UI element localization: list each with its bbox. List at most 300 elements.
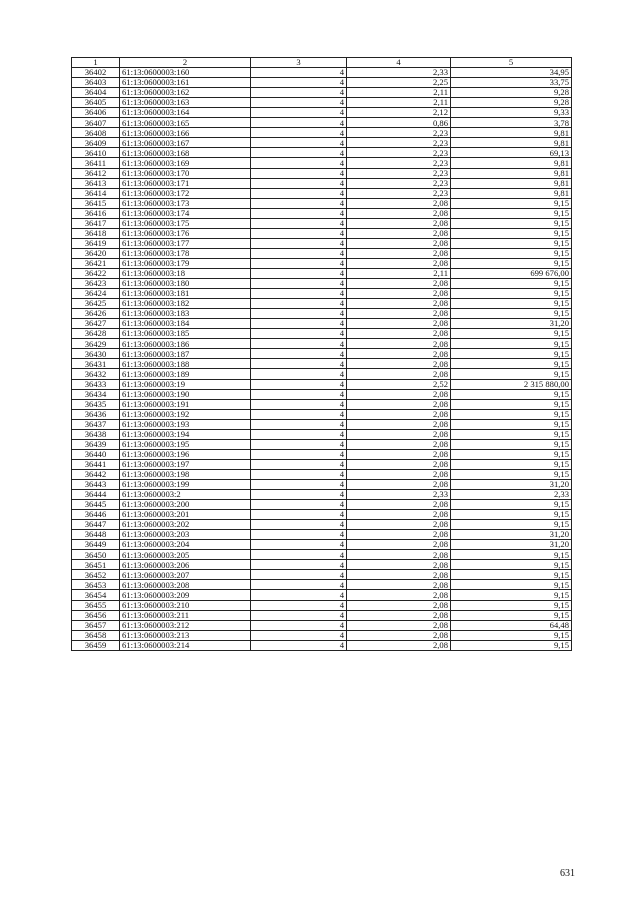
row-number-cell: 36439 — [72, 439, 120, 449]
cadastral-number-cell: 61:13:0600003:172 — [120, 188, 251, 198]
row-number-cell: 36458 — [72, 630, 120, 640]
col3-cell: 4 — [251, 409, 347, 419]
col4-cell: 2,08 — [347, 299, 451, 309]
page-number: 631 — [560, 868, 575, 879]
col3-cell: 4 — [251, 279, 347, 289]
cadastral-number-cell: 61:13:0600003:213 — [120, 630, 251, 640]
row-number-cell: 36406 — [72, 108, 120, 118]
column-header-1: 1 — [72, 58, 120, 68]
col3-cell: 4 — [251, 630, 347, 640]
row-number-cell: 36421 — [72, 258, 120, 268]
row-number-cell: 36450 — [72, 550, 120, 560]
col4-cell: 2,08 — [347, 520, 451, 530]
col4-cell: 2,23 — [347, 128, 451, 138]
col5-cell: 9,15 — [451, 419, 572, 429]
table-row — [72, 630, 572, 640]
row-number-cell: 36423 — [72, 279, 120, 289]
col4-cell: 2,23 — [347, 148, 451, 158]
cadastral-number-cell: 61:13:0600003:178 — [120, 248, 251, 258]
table-row — [72, 168, 572, 178]
cadastral-number-cell: 61:13:0600003:190 — [120, 389, 251, 399]
col5-cell: 9,15 — [451, 409, 572, 419]
row-number-cell: 36432 — [72, 369, 120, 379]
cadastral-number-cell: 61:13:0600003:183 — [120, 309, 251, 319]
table-row — [72, 419, 572, 429]
row-number-cell: 36411 — [72, 158, 120, 168]
col4-cell: 2,08 — [347, 258, 451, 268]
col5-cell: 69,13 — [451, 148, 572, 158]
col3-cell: 4 — [251, 640, 347, 650]
col4-cell: 2,11 — [347, 268, 451, 278]
row-number-cell: 36408 — [72, 128, 120, 138]
cadastral-number-cell: 61:13:0600003:189 — [120, 369, 251, 379]
row-number-cell: 36445 — [72, 500, 120, 510]
col3-cell: 4 — [251, 399, 347, 409]
col4-cell: 2,08 — [347, 479, 451, 489]
row-number-cell: 36405 — [72, 98, 120, 108]
cadastral-number-cell: 61:13:0600003:161 — [120, 78, 251, 88]
col5-cell: 31,20 — [451, 530, 572, 540]
row-number-cell: 36426 — [72, 309, 120, 319]
col3-cell: 4 — [251, 98, 347, 108]
col4-cell: 2,08 — [347, 500, 451, 510]
col5-cell: 699 676,00 — [451, 268, 572, 278]
cadastral-number-cell: 61:13:0600003:214 — [120, 640, 251, 650]
row-number-cell: 36436 — [72, 409, 120, 419]
col3-cell: 4 — [251, 319, 347, 329]
col5-cell: 9,15 — [451, 560, 572, 570]
cadastral-number-cell: 61:13:0600003:192 — [120, 409, 251, 419]
table-row — [72, 349, 572, 359]
col5-cell: 9,81 — [451, 188, 572, 198]
col3-cell: 4 — [251, 580, 347, 590]
row-number-cell: 36435 — [72, 399, 120, 409]
table-row — [72, 369, 572, 379]
cadastral-number-cell: 61:13:0600003:162 — [120, 88, 251, 98]
col4-cell: 2,08 — [347, 600, 451, 610]
col3-cell: 4 — [251, 349, 347, 359]
col4-cell: 2,08 — [347, 369, 451, 379]
col4-cell: 2,08 — [347, 550, 451, 560]
row-number-cell: 36428 — [72, 329, 120, 339]
col3-cell: 4 — [251, 530, 347, 540]
col5-cell: 34,95 — [451, 68, 572, 78]
table-row — [72, 640, 572, 650]
col4-cell: 0,86 — [347, 118, 451, 128]
col3-cell: 4 — [251, 490, 347, 500]
col3-cell: 4 — [251, 500, 347, 510]
row-number-cell: 36415 — [72, 198, 120, 208]
col4-cell: 2,23 — [347, 158, 451, 168]
col3-cell: 4 — [251, 268, 347, 278]
row-number-cell: 36412 — [72, 168, 120, 178]
cadastral-number-cell: 61:13:0600003:171 — [120, 178, 251, 188]
col4-cell: 2,08 — [347, 510, 451, 520]
table-row — [72, 570, 572, 580]
row-number-cell: 36419 — [72, 238, 120, 248]
col3-cell: 4 — [251, 168, 347, 178]
col3-cell: 4 — [251, 258, 347, 268]
table-row — [72, 530, 572, 540]
row-number-cell: 36456 — [72, 610, 120, 620]
table-row — [72, 359, 572, 369]
col5-cell: 9,15 — [451, 389, 572, 399]
col5-cell: 9,15 — [451, 550, 572, 560]
col5-cell: 9,15 — [451, 339, 572, 349]
col5-cell: 9,15 — [451, 439, 572, 449]
table-row — [72, 590, 572, 600]
table-row — [72, 268, 572, 278]
data-table — [71, 57, 572, 651]
col3-cell: 4 — [251, 620, 347, 630]
col4-cell: 2,08 — [347, 540, 451, 550]
col5-cell: 9,15 — [451, 329, 572, 339]
col5-cell: 9,15 — [451, 289, 572, 299]
col5-cell: 9,15 — [451, 449, 572, 459]
cadastral-number-cell: 61:13:0600003:164 — [120, 108, 251, 118]
table-row — [72, 550, 572, 560]
col3-cell: 4 — [251, 510, 347, 520]
col4-cell: 2,08 — [347, 530, 451, 540]
col5-cell: 9,15 — [451, 600, 572, 610]
cadastral-number-cell: 61:13:0600003:197 — [120, 459, 251, 469]
cadastral-number-cell: 61:13:0600003:160 — [120, 68, 251, 78]
table-row — [72, 118, 572, 128]
table-row — [72, 399, 572, 409]
cadastral-number-cell: 61:13:0600003:198 — [120, 469, 251, 479]
cadastral-number-cell: 61:13:0600003:193 — [120, 419, 251, 429]
table-row — [72, 299, 572, 309]
col5-cell: 9,15 — [451, 309, 572, 319]
table-row — [72, 500, 572, 510]
col4-cell: 2,08 — [347, 389, 451, 399]
cadastral-number-cell: 61:13:0600003:165 — [120, 118, 251, 128]
col3-cell: 4 — [251, 590, 347, 600]
column-header-3: 3 — [251, 58, 347, 68]
table-row — [72, 510, 572, 520]
row-number-cell: 36441 — [72, 459, 120, 469]
row-number-cell: 36409 — [72, 138, 120, 148]
column-header-4: 4 — [347, 58, 451, 68]
column-header-5: 5 — [451, 58, 572, 68]
col4-cell: 2,08 — [347, 610, 451, 620]
col5-cell: 9,15 — [451, 500, 572, 510]
col3-cell: 4 — [251, 459, 347, 469]
table-row — [72, 580, 572, 590]
row-number-cell: 36447 — [72, 520, 120, 530]
table-row — [72, 449, 572, 459]
table-row — [72, 610, 572, 620]
row-number-cell: 36451 — [72, 560, 120, 570]
col5-cell: 9,15 — [451, 349, 572, 359]
cadastral-number-cell: 61:13:0600003:175 — [120, 218, 251, 228]
row-number-cell: 36410 — [72, 148, 120, 158]
cadastral-number-cell: 61:13:0600003:188 — [120, 359, 251, 369]
col4-cell: 2,08 — [347, 449, 451, 459]
col3-cell: 4 — [251, 198, 347, 208]
col5-cell: 9,81 — [451, 138, 572, 148]
cadastral-number-cell: 61:13:0600003:176 — [120, 228, 251, 238]
col4-cell: 2,08 — [347, 218, 451, 228]
col4-cell: 2,33 — [347, 68, 451, 78]
table-row — [72, 98, 572, 108]
table-row — [72, 309, 572, 319]
cadastral-number-cell: 61:13:0600003:191 — [120, 399, 251, 409]
col5-cell: 9,15 — [451, 359, 572, 369]
col5-cell: 9,15 — [451, 299, 572, 309]
table-row — [72, 479, 572, 489]
table-row — [72, 188, 572, 198]
col3-cell: 4 — [251, 68, 347, 78]
col3-cell: 4 — [251, 550, 347, 560]
col3-cell: 4 — [251, 610, 347, 620]
row-number-cell: 36417 — [72, 218, 120, 228]
row-number-cell: 36433 — [72, 379, 120, 389]
col5-cell: 9,15 — [451, 630, 572, 640]
row-number-cell: 36446 — [72, 510, 120, 520]
table-header — [72, 58, 572, 68]
col3-cell: 4 — [251, 429, 347, 439]
col3-cell: 4 — [251, 158, 347, 168]
col5-cell: 9,15 — [451, 279, 572, 289]
cadastral-number-cell: 61:13:0600003:199 — [120, 479, 251, 489]
col4-cell: 2,08 — [347, 309, 451, 319]
col5-cell: 9,28 — [451, 88, 572, 98]
cadastral-number-cell: 61:13:0600003:195 — [120, 439, 251, 449]
cadastral-number-cell: 61:13:0600003:170 — [120, 168, 251, 178]
col4-cell: 2,23 — [347, 168, 451, 178]
cadastral-number-cell: 61:13:0600003:179 — [120, 258, 251, 268]
col5-cell: 9,15 — [451, 238, 572, 248]
col3-cell: 4 — [251, 128, 347, 138]
col3-cell: 4 — [251, 78, 347, 88]
col3-cell: 4 — [251, 339, 347, 349]
table-row — [72, 88, 572, 98]
table-row — [72, 490, 572, 500]
cadastral-number-cell: 61:13:0600003:182 — [120, 299, 251, 309]
col4-cell: 2,11 — [347, 98, 451, 108]
col4-cell: 2,08 — [347, 198, 451, 208]
col3-cell: 4 — [251, 118, 347, 128]
col4-cell: 2,08 — [347, 279, 451, 289]
cadastral-number-cell: 61:13:0600003:205 — [120, 550, 251, 560]
row-number-cell: 36444 — [72, 490, 120, 500]
col3-cell: 4 — [251, 439, 347, 449]
col5-cell: 31,20 — [451, 479, 572, 489]
table-row — [72, 238, 572, 248]
row-number-cell: 36418 — [72, 228, 120, 238]
table-row — [72, 600, 572, 610]
col4-cell: 2,08 — [347, 248, 451, 258]
col3-cell: 4 — [251, 419, 347, 429]
cadastral-number-cell: 61:13:0600003:194 — [120, 429, 251, 439]
col3-cell: 4 — [251, 449, 347, 459]
col3-cell: 4 — [251, 178, 347, 188]
table-body — [72, 68, 572, 651]
row-number-cell: 36459 — [72, 640, 120, 650]
col5-cell: 9,15 — [451, 520, 572, 530]
col5-cell: 64,48 — [451, 620, 572, 630]
col5-cell: 9,15 — [451, 208, 572, 218]
cadastral-number-cell: 61:13:0600003:196 — [120, 449, 251, 459]
col5-cell: 9,15 — [451, 248, 572, 258]
col5-cell: 9,33 — [451, 108, 572, 118]
col4-cell: 2,25 — [347, 78, 451, 88]
col4-cell: 2,08 — [347, 439, 451, 449]
col5-cell: 9,81 — [451, 168, 572, 178]
col3-cell: 4 — [251, 228, 347, 238]
col3-cell: 4 — [251, 309, 347, 319]
col4-cell: 2,08 — [347, 349, 451, 359]
cadastral-number-cell: 61:13:0600003:181 — [120, 289, 251, 299]
cadastral-number-cell: 61:13:0600003:177 — [120, 238, 251, 248]
col3-cell: 4 — [251, 88, 347, 98]
col3-cell: 4 — [251, 108, 347, 118]
table-row — [72, 208, 572, 218]
col3-cell: 4 — [251, 248, 347, 258]
table-row — [72, 339, 572, 349]
col5-cell: 3,78 — [451, 118, 572, 128]
col5-cell: 33,75 — [451, 78, 572, 88]
col3-cell: 4 — [251, 329, 347, 339]
col3-cell: 4 — [251, 148, 347, 158]
col3-cell: 4 — [251, 299, 347, 309]
col3-cell: 4 — [251, 359, 347, 369]
col5-cell: 9,15 — [451, 590, 572, 600]
row-number-cell: 36455 — [72, 600, 120, 610]
col3-cell: 4 — [251, 520, 347, 530]
col4-cell: 2,12 — [347, 108, 451, 118]
table-row — [72, 138, 572, 148]
table-row — [72, 439, 572, 449]
col5-cell: 9,15 — [451, 510, 572, 520]
table-row — [72, 128, 572, 138]
cadastral-number-cell: 61:13:0600003:201 — [120, 510, 251, 520]
table-row — [72, 319, 572, 329]
row-number-cell: 36427 — [72, 319, 120, 329]
col5-cell: 9,15 — [451, 580, 572, 590]
row-number-cell: 36425 — [72, 299, 120, 309]
col5-cell: 2 315 880,00 — [451, 379, 572, 389]
row-number-cell: 36454 — [72, 590, 120, 600]
cadastral-number-cell: 61:13:0600003:169 — [120, 158, 251, 168]
row-number-cell: 36434 — [72, 389, 120, 399]
cadastral-number-cell: 61:13:0600003:200 — [120, 500, 251, 510]
col4-cell: 2,08 — [347, 429, 451, 439]
col4-cell: 2,08 — [347, 289, 451, 299]
column-header-2: 2 — [120, 58, 251, 68]
row-number-cell: 36420 — [72, 248, 120, 258]
col3-cell: 4 — [251, 238, 347, 248]
col5-cell: 31,20 — [451, 319, 572, 329]
table-row — [72, 68, 572, 78]
row-number-cell: 36457 — [72, 620, 120, 630]
header-row — [72, 58, 572, 68]
cadastral-number-cell: 61:13:0600003:174 — [120, 208, 251, 218]
col4-cell: 2,08 — [347, 329, 451, 339]
col4-cell: 2,08 — [347, 228, 451, 238]
cadastral-number-cell: 61:13:0600003:168 — [120, 148, 251, 158]
col4-cell: 2,08 — [347, 590, 451, 600]
table-row — [72, 520, 572, 530]
table-row — [72, 389, 572, 399]
table-row — [72, 469, 572, 479]
cadastral-number-cell: 61:13:0600003:19 — [120, 379, 251, 389]
col5-cell: 9,15 — [451, 459, 572, 469]
col4-cell: 2,08 — [347, 238, 451, 248]
col4-cell: 2,08 — [347, 630, 451, 640]
col5-cell: 9,15 — [451, 399, 572, 409]
row-number-cell: 36437 — [72, 419, 120, 429]
table-row — [72, 379, 572, 389]
col4-cell: 2,08 — [347, 359, 451, 369]
col3-cell: 4 — [251, 479, 347, 489]
table-row — [72, 329, 572, 339]
col5-cell: 9,15 — [451, 258, 572, 268]
col5-cell: 9,15 — [451, 429, 572, 439]
row-number-cell: 36449 — [72, 540, 120, 550]
row-number-cell: 36414 — [72, 188, 120, 198]
table-row — [72, 148, 572, 158]
row-number-cell: 36442 — [72, 469, 120, 479]
col3-cell: 4 — [251, 289, 347, 299]
col3-cell: 4 — [251, 138, 347, 148]
row-number-cell: 36403 — [72, 78, 120, 88]
table-row — [72, 279, 572, 289]
cadastral-number-cell: 61:13:0600003:204 — [120, 540, 251, 550]
cadastral-number-cell: 61:13:0600003:166 — [120, 128, 251, 138]
cadastral-number-cell: 61:13:0600003:211 — [120, 610, 251, 620]
table-row — [72, 429, 572, 439]
cadastral-number-cell: 61:13:0600003:18 — [120, 268, 251, 278]
row-number-cell: 36448 — [72, 530, 120, 540]
table-row — [72, 218, 572, 228]
col3-cell: 4 — [251, 208, 347, 218]
col3-cell: 4 — [251, 570, 347, 580]
table-row — [72, 158, 572, 168]
row-number-cell: 36453 — [72, 580, 120, 590]
col3-cell: 4 — [251, 389, 347, 399]
row-number-cell: 36416 — [72, 208, 120, 218]
col3-cell: 4 — [251, 560, 347, 570]
col5-cell: 9,81 — [451, 178, 572, 188]
table-row — [72, 620, 572, 630]
col4-cell: 2,08 — [347, 409, 451, 419]
col4-cell: 2,08 — [347, 339, 451, 349]
col4-cell: 2,23 — [347, 138, 451, 148]
col5-cell: 9,15 — [451, 640, 572, 650]
row-number-cell: 36431 — [72, 359, 120, 369]
cadastral-number-cell: 61:13:0600003:202 — [120, 520, 251, 530]
row-number-cell: 36407 — [72, 118, 120, 128]
row-number-cell: 36402 — [72, 68, 120, 78]
col5-cell: 9,15 — [451, 469, 572, 479]
cadastral-number-cell: 61:13:0600003:210 — [120, 600, 251, 610]
col5-cell: 9,81 — [451, 128, 572, 138]
cadastral-number-cell: 61:13:0600003:180 — [120, 279, 251, 289]
col4-cell: 2,08 — [347, 208, 451, 218]
col5-cell: 9,15 — [451, 570, 572, 580]
col5-cell: 9,15 — [451, 218, 572, 228]
col3-cell: 4 — [251, 469, 347, 479]
col4-cell: 2,33 — [347, 490, 451, 500]
cadastral-number-cell: 61:13:0600003:167 — [120, 138, 251, 148]
cadastral-number-cell: 61:13:0600003:207 — [120, 570, 251, 580]
row-number-cell: 36452 — [72, 570, 120, 580]
cadastral-number-cell: 61:13:0600003:2 — [120, 490, 251, 500]
cadastral-number-cell: 61:13:0600003:184 — [120, 319, 251, 329]
table-row — [72, 258, 572, 268]
